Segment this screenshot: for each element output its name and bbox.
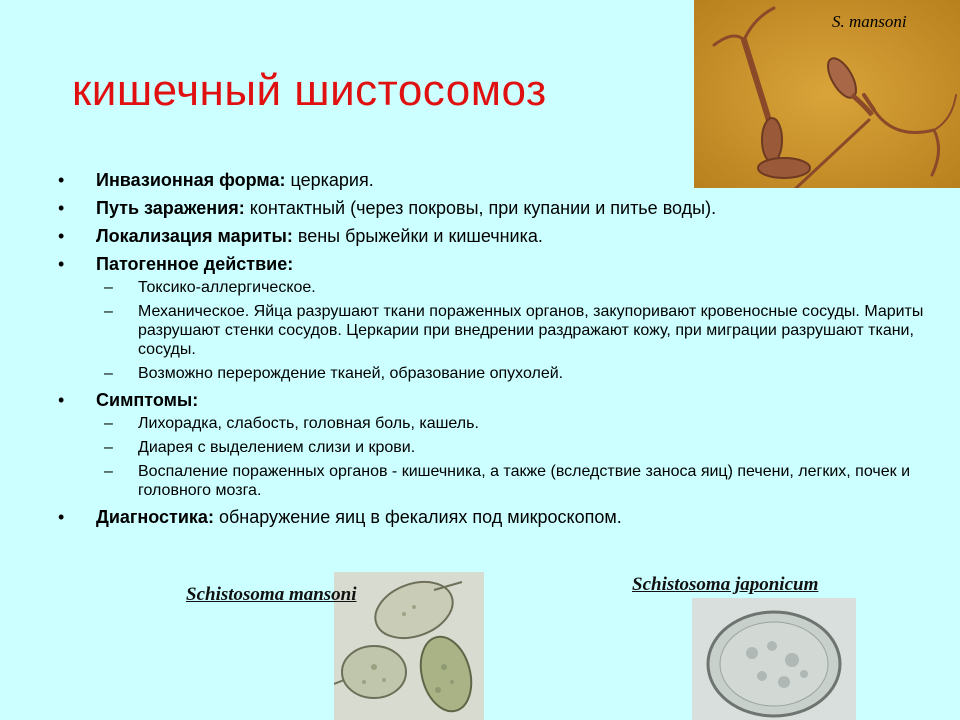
sub-item-text: Возможно перерождение тканей, образование опухолей. bbox=[138, 365, 564, 382]
list-item-localization bbox=[58, 224, 938, 248]
item-label: Локализация мариты: bbox=[96, 226, 293, 246]
item-text: вены брыжейки и кишечника. bbox=[292, 226, 543, 246]
slide-title: кишечный шистосомоз bbox=[72, 66, 547, 115]
sub-item-text: Механическое. Яйца разрушают ткани пораженных органов, закупоривают кровеносные сосуды. Мариты разрушают стенки сосудов. Церкарии при внедрении раздражают кожу, при миграции разрушают ткани, сосуды. bbox=[138, 303, 924, 358]
sub-item-text: Диарея с выделением слизи и крови. bbox=[138, 439, 416, 456]
list-item-pathogenic bbox=[58, 252, 938, 383]
japonicum-egg-micrograph bbox=[692, 598, 856, 720]
mansoni-label: Schistosoma mansoni bbox=[186, 584, 357, 605]
cercaria-micrograph-image bbox=[694, 0, 960, 188]
sub-item bbox=[96, 278, 938, 297]
item-label: Диагностика: bbox=[96, 507, 214, 527]
bullet-icon: • bbox=[58, 507, 65, 527]
list-item-invasion bbox=[58, 168, 938, 192]
sub-list bbox=[96, 278, 938, 383]
bullet-icon: • bbox=[58, 198, 65, 218]
bullet-icon: • bbox=[58, 170, 65, 190]
info-list bbox=[58, 168, 938, 533]
sub-item bbox=[96, 364, 938, 383]
sub-item bbox=[96, 438, 938, 457]
sub-item bbox=[96, 462, 938, 500]
list-item-infection-route bbox=[58, 196, 938, 220]
japonicum-label: Schistosoma japonicum bbox=[632, 574, 819, 595]
dash-icon: – bbox=[104, 415, 113, 432]
sub-item-text: Лихорадка, слабость, головная боль, кашель. bbox=[138, 415, 479, 432]
sub-item bbox=[96, 302, 938, 359]
list-item-symptoms bbox=[58, 388, 938, 500]
dash-icon: – bbox=[104, 439, 113, 456]
sub-item-text: Токсико-аллергическое. bbox=[138, 279, 316, 296]
item-label: Путь заражения: bbox=[96, 198, 245, 218]
item-text: обнаружение яиц в фекалиях под микроскопом. bbox=[213, 507, 622, 527]
dash-icon: – bbox=[104, 463, 113, 480]
bullet-icon: • bbox=[58, 226, 65, 246]
item-text: церкария. bbox=[285, 170, 374, 190]
dash-icon: – bbox=[104, 365, 113, 382]
sub-list bbox=[96, 414, 938, 500]
sub-item bbox=[96, 414, 938, 433]
list-item-diagnostics bbox=[58, 505, 938, 529]
item-label: Инвазионная форма: bbox=[96, 170, 286, 190]
dash-icon: – bbox=[104, 303, 113, 320]
cercaria-caption: S. mansoni bbox=[832, 12, 907, 31]
item-label: Патогенное действие: bbox=[96, 254, 294, 274]
item-label: Симптомы: bbox=[96, 390, 199, 410]
bullet-icon: • bbox=[58, 254, 65, 274]
bullet-icon: • bbox=[58, 390, 65, 410]
dash-icon: – bbox=[104, 279, 113, 296]
item-text: контактный (через покровы, при купании и питье воды). bbox=[244, 198, 717, 218]
sub-item-text: Воспаление пораженных органов - кишечника, а также (вследствие заноса яиц) печени, легких, почек и головного мозга. bbox=[138, 463, 911, 499]
